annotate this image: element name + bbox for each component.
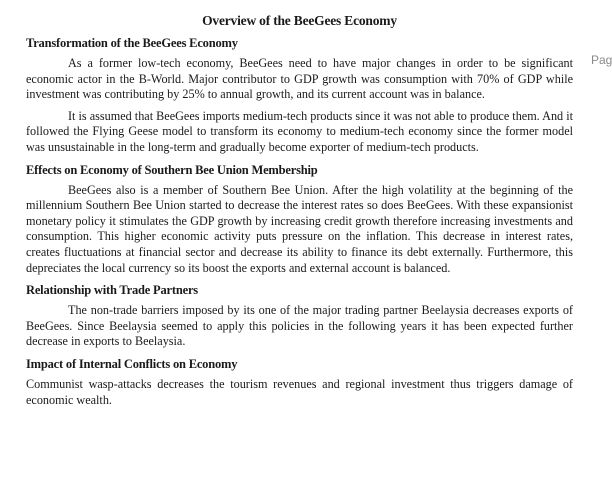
paragraph: The non-trade barriers imposed by its one of the major trading partner Beelaysia decreases exports of BeeGees. Since Beelaysia seemed to apply this policies in the following years it has been expected further decrease in exports to Beelaysia. <box>26 303 573 349</box>
section-heading: Relationship with Trade Partners <box>26 283 198 298</box>
paragraph: As a former low-tech economy, BeeGees need to have major changes in order to be significant economic actor in the B-World. Major contributor to GDP growth was consumption with 70% of GDP while investment was contributing by 25% to annual growth, and its current account was in balance. <box>26 56 573 102</box>
paragraph: It is assumed that BeeGees imports medium-tech products since it was not able to produce them. And it followed the Flying Geese model to transform its economy to medium-tech economy since the former model was unsustainable in the long-term and gradually become exporter of medium-tech products. <box>26 108 573 154</box>
paragraph: Communist wasp-attacks decreases the tourism revenues and regional investment thus triggers damage of economic wealth. <box>26 376 573 407</box>
section-heading: Effects on Economy of Southern Bee Union Membership <box>26 162 318 177</box>
section-internal-conflicts <box>26 356 573 408</box>
section-southern-bee-union <box>26 162 573 277</box>
section-heading: Transformation of the BeeGees Economy <box>26 36 238 50</box>
paragraph: BeeGees also is a member of Southern Bee Union. After the high volatility at the beginning of the millennium Southern Bee Union started to decrease the interest rates so does BeeGees. With these expansionist monetary policy it stimulates the GDP growth by increasing credit growth therefore increasing investments and consumption. This higher economic activity puts pressure on the inflation. This decrease in interest rates, creates fluctuations at financial sector and decrease its ability to finance its debt externally. Furthermore, this depreciates the local currency so its boost the exports and external account is balanced. <box>26 182 573 275</box>
section-trade-partners <box>26 282 573 350</box>
page-margin-label: Pag <box>591 53 612 67</box>
document-title: Overview of the BeeGees Economy <box>202 13 397 28</box>
section-transformation <box>26 35 573 156</box>
section-heading: Impact of Internal Conflicts on Economy <box>26 356 238 371</box>
document-page <box>26 11 573 414</box>
